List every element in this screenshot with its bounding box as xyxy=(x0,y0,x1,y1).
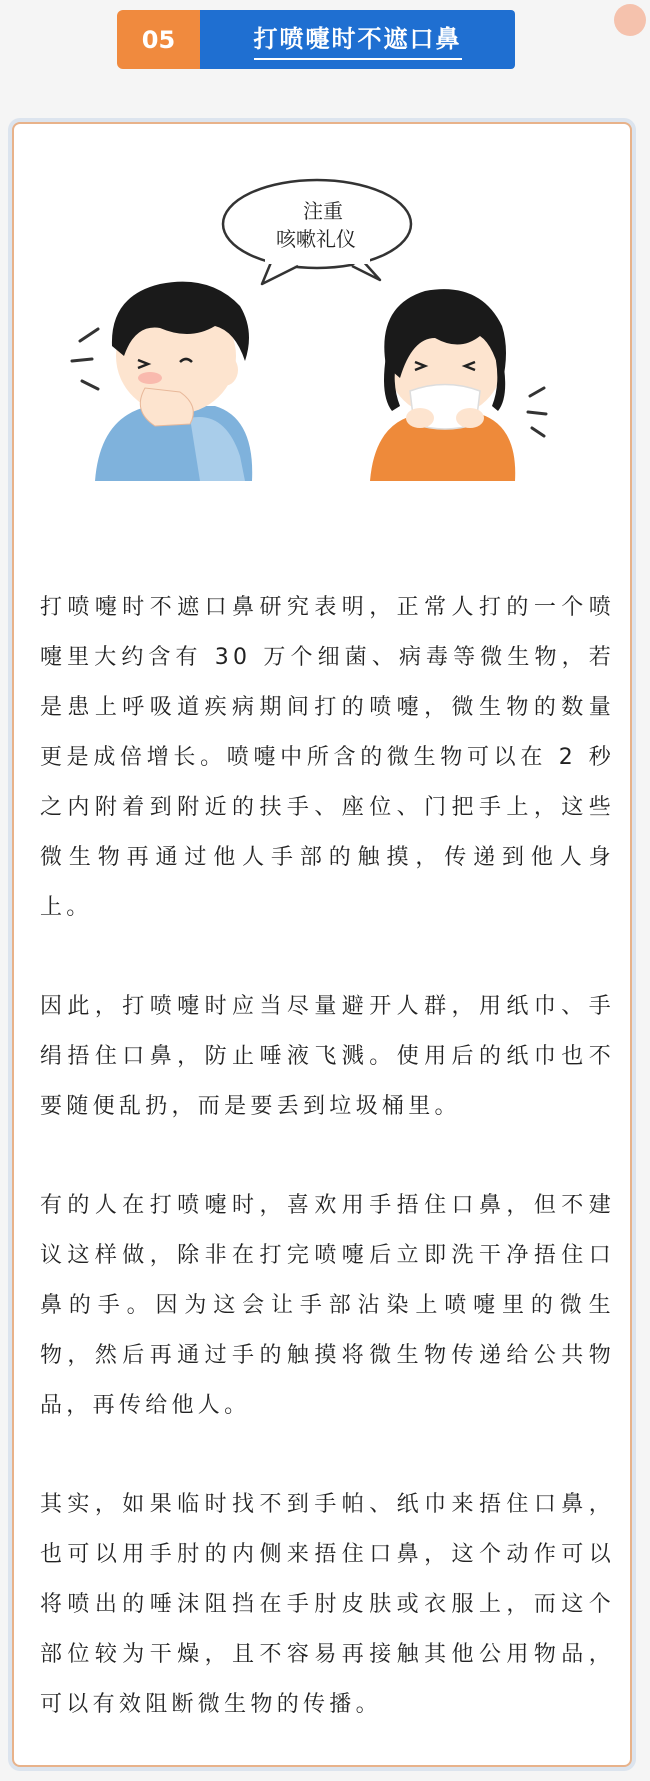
section-header xyxy=(117,10,515,69)
article-body xyxy=(40,583,615,1779)
paragraph-1: 打喷嚏时不遮口鼻研究表明，正常人打的一个喷嚏里大约含有 30 万个细菌、病毒等微生物，若是患上呼吸道疾病期间打的喷嚏，微生物的数量更是成倍增长。喷嚏中所含的微生物可以在 2 秒之内附着到附近的扶手、座位、门把手上，这些微生物再通过他人手部的触摸，传递到他人身上。 xyxy=(40,595,615,920)
paragraph-2: 因此，打喷嚏时应当尽量避开人群，用纸巾、手绢捂住口鼻，防止唾液飞溅。使用后的纸巾也不要随便乱扔，而是要丢到垃圾桶里。 xyxy=(40,994,615,1119)
cough-etiquette-illustration xyxy=(40,156,606,541)
section-title: 打喷嚏时不遮口鼻 xyxy=(254,19,462,60)
paragraph-4: 其实，如果临时找不到手帕、纸巾来捂住口鼻，也可以用手肘的内侧来捂住口鼻，这个动作可以将喷出的唾沫阻挡在手肘皮肤或衣服上，而这个部位较为干燥，且不容易再接触其他公用物品，可以有效阻断微生物的传播。 xyxy=(40,1492,615,1717)
section-title-box xyxy=(200,10,515,69)
boy-coughing-figure xyxy=(72,282,252,481)
girl-sneezing-figure xyxy=(370,289,546,481)
speech-bubble xyxy=(223,180,411,284)
speech-bubble-line1: 注重 xyxy=(303,199,343,223)
decorative-dot xyxy=(614,4,646,36)
section-number: 05 xyxy=(117,10,200,69)
speech-bubble-line2: 咳嗽礼仪 xyxy=(276,227,356,251)
paragraph-3: 有的人在打喷嚏时，喜欢用手捂住口鼻，但不建议这样做，除非在打完喷嚏后立即洗干净捂住口鼻的手。因为这会让手部沾染上喷嚏里的微生物，然后再通过手的触摸将微生物传递给公共物品，再传给他人。 xyxy=(40,1193,615,1418)
content-card xyxy=(12,122,632,1767)
